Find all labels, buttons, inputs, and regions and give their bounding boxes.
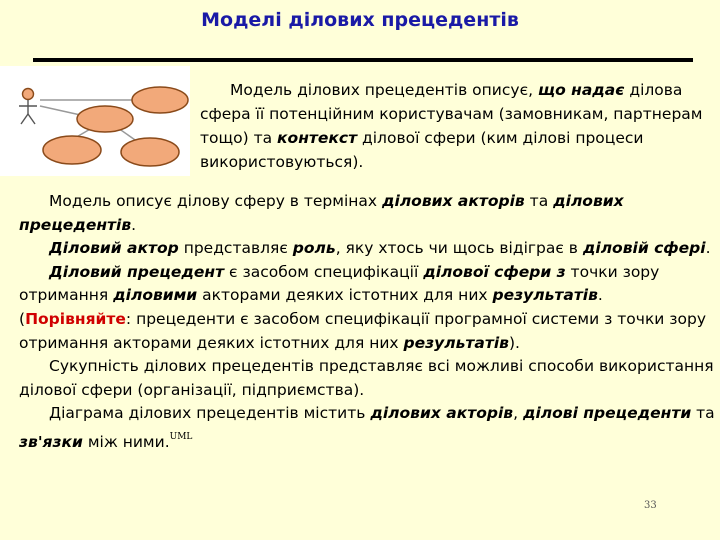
p3-term-business-use-case: Діловий прецедент — [49, 262, 225, 281]
p5-emphasis-business-actors: ділових акторів — [370, 404, 514, 423]
p5-text-2: , — [513, 404, 523, 423]
p5-emphasis-business-use-cases: ділові прецеденти — [522, 404, 692, 423]
p3-emphasis-results: результатів — [492, 286, 598, 305]
paragraph-diagram-contents — [19, 402, 715, 454]
use-case-ellipse-middle — [77, 106, 133, 132]
p3-emphasis-business: діловими — [113, 286, 198, 305]
p1-text-1: Модель описує ділову сферу в термінах — [49, 192, 382, 210]
body-text — [19, 190, 715, 455]
business-actor-figure — [19, 89, 37, 125]
p3-text-3: акторами деяких істотних для них — [197, 286, 493, 305]
p3-text-4: . ( — [19, 286, 603, 328]
p2-emphasis-business-domain: діловій сфері — [582, 239, 706, 258]
business-use-case-diagram — [0, 66, 190, 176]
p2-text-3: . — [705, 239, 711, 258]
p3-text-1: є засобом специфікації — [224, 262, 424, 281]
intro-text — [200, 78, 708, 174]
p2-text-1: представляє — [178, 239, 293, 258]
p3-compare-highlight: Порівняйте — [25, 309, 126, 328]
p4-text: Сукупність ділових прецедентів представляє всі можливі способи використання ділової сфери (організації, підприємства). — [19, 357, 714, 399]
p2-text-2: , яку хтось чи щось відіграє в — [335, 239, 583, 258]
use-case-ellipse-bottom-right — [121, 138, 179, 166]
use-case-diagram-illustration — [0, 66, 190, 176]
uml-superscript: UML — [169, 431, 193, 442]
p3-text-6: ). — [508, 333, 520, 352]
p3-emphasis-business-domain: ділової сфери з — [423, 262, 566, 281]
p3-text-2: точки зору отримання — [19, 262, 660, 305]
paragraph-business-use-case — [19, 261, 715, 355]
intro-text-1: Модель ділових прецедентів описує, — [230, 81, 538, 99]
title-underline — [33, 58, 693, 62]
page-number: 33 — [644, 500, 657, 511]
p5-emphasis-relationships: зв'язки — [19, 432, 83, 451]
p5-text-3: та — [691, 404, 715, 423]
slide-title: Моделі ділових прецедентів — [201, 9, 519, 31]
intro-emphasis-provides: що надає — [537, 81, 625, 99]
p2-term-business-actor: Діловий актор — [49, 239, 179, 258]
p3-text-5: : прецеденти є засобом специфікації програмної системи з точки зору отримання акторами деяких істотних для них — [19, 309, 707, 352]
paragraph-business-actor — [19, 237, 715, 261]
p2-emphasis-role: роль — [292, 239, 336, 258]
p5-text-4: між ними. — [82, 432, 170, 451]
intro-emphasis-context: контекст — [277, 129, 358, 147]
intro-text-2: ділова сфера її потенційним користувачам (замовникам, партнерам тощо) та — [200, 81, 703, 147]
p5-text-1: Діаграма ділових прецедентів містить — [49, 404, 371, 423]
intro-text-3: ділової сфери (ким ділові процеси використовуються). — [200, 129, 644, 171]
intro-paragraph — [200, 78, 708, 174]
p1-text-3: . — [131, 215, 137, 234]
p1-text-2: та — [524, 192, 554, 210]
p1-emphasis-business-actors: ділових акторів — [382, 192, 525, 210]
p1-emphasis-business-use-cases: ділових прецедентів — [19, 192, 624, 234]
paragraph-use-case-set — [19, 355, 715, 402]
use-case-ellipse-bottom-left — [43, 136, 101, 164]
paragraph-model-description — [19, 190, 715, 237]
use-case-ellipse-top — [132, 87, 188, 113]
p3-emphasis-results-2: результатів — [403, 333, 509, 352]
